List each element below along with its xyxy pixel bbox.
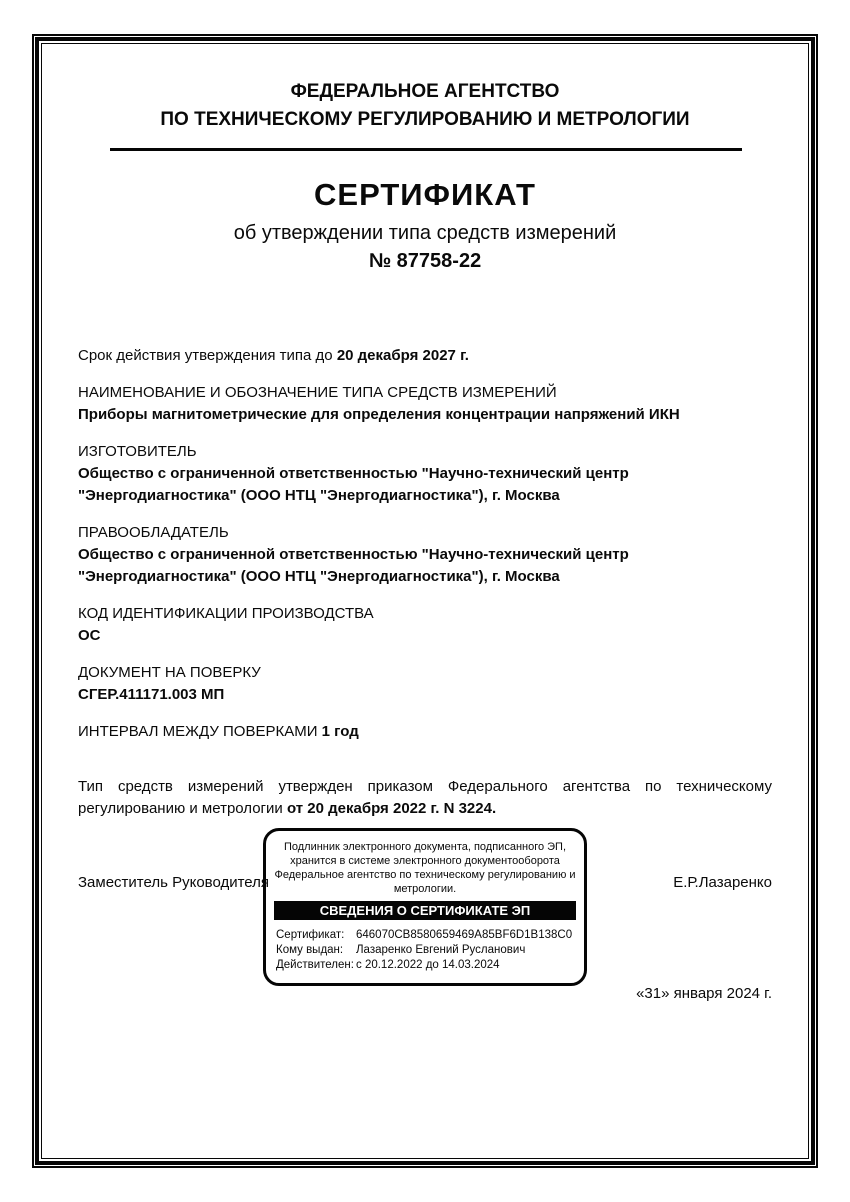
section-instrument-type xyxy=(78,382,772,426)
section-value: Приборы магнитометрические для определения концентрации напряжений ИКН xyxy=(78,406,680,423)
certificate-frame-outer xyxy=(32,34,818,1168)
certificate-body xyxy=(78,345,772,1005)
agency-header-line2: ПО ТЕХНИЧЕСКОМУ РЕГУЛИРОВАНИЮ И МЕТРОЛОГИИ xyxy=(160,109,690,130)
stamp-header xyxy=(272,840,578,896)
stamp-header-line2: хранится в системе электронного документооборота xyxy=(290,855,560,867)
section-rights-holder xyxy=(78,522,772,588)
interval-label: ИНТЕРВАЛ МЕЖДУ ПОВЕРКАМИ xyxy=(78,723,322,740)
section-verification-document xyxy=(78,662,772,706)
stamp-header-line4: метрологии. xyxy=(393,883,457,895)
approval-order-ref: от 20 декабря 2022 г. N 3224. xyxy=(286,800,497,817)
header-divider xyxy=(110,148,742,151)
signature-area xyxy=(78,828,772,976)
approval-text: Тип средств измерений утвержден приказом Федерального агентства по техническому регулированию и метрологии xyxy=(78,778,772,817)
stamp-certificate-row xyxy=(272,928,578,943)
section-heading: НАИМЕНОВАНИЕ И ОБОЗНАЧЕНИЕ ТИПА СРЕДСТВ ИЗМЕРЕНИЙ xyxy=(78,384,557,401)
stamp-header-line3: Федеральное агентство по техническому регулированию и xyxy=(274,869,576,881)
stamp-validity-row xyxy=(272,958,578,973)
issue-date: «31» января 2024 г. xyxy=(636,985,772,1002)
signer-position: Заместитель Руководителя xyxy=(78,874,270,891)
signer-name: Е.Р.Лазаренко xyxy=(673,874,772,891)
stamp-title-bar: СВЕДЕНИЯ О СЕРТИФИКАТЕ ЭП xyxy=(274,901,576,920)
document-subtitle: об утверждении типа средств измерений xyxy=(233,222,617,244)
validity-value: 20 декабря 2027 г. xyxy=(336,347,469,364)
section-value: ОС xyxy=(78,627,101,644)
section-manufacturer xyxy=(78,441,772,507)
stamp-certificate-label: Сертификат: xyxy=(276,929,345,941)
validity-line xyxy=(78,345,772,367)
stamp-issued-to-value: Лазаренко Евгений Русланович xyxy=(356,944,526,956)
stamp-header-line1: Подлинник электронного документа, подписанного ЭП, xyxy=(283,841,567,853)
electronic-signature-stamp xyxy=(263,828,587,986)
interval-value: 1 год xyxy=(321,723,359,740)
certificate-frame-middle xyxy=(35,37,815,1165)
agency-header xyxy=(78,78,772,134)
stamp-validity-value: с 20.12.2022 до 14.03.2024 xyxy=(356,959,500,971)
document-title: СЕРТИФИКАТ xyxy=(314,177,536,212)
section-value: Общество с ограниченной ответственностью "Научно-технический центр "Энергодиагностика" (ООО НТЦ "Энергодиагностика"), г. Москва xyxy=(78,465,629,504)
certificate-number: № 87758-22 xyxy=(368,250,482,272)
approval-paragraph xyxy=(78,776,772,820)
section-heading: ИЗГОТОВИТЕЛЬ xyxy=(78,443,197,460)
agency-header-line1: ФЕДЕРАЛЬНОЕ АГЕНТСТВО xyxy=(290,81,560,102)
stamp-issued-to-row xyxy=(272,943,578,958)
validity-label: Срок действия утверждения типа до xyxy=(78,347,337,364)
section-value: СГЕР.411171.003 МП xyxy=(78,686,225,703)
stamp-certificate-value: 646070CB8580659469A85BF6D1B138C0 xyxy=(356,929,573,941)
section-value: Общество с ограниченной ответственностью "Научно-технический центр "Энергодиагностика" (ООО НТЦ "Энергодиагностика"), г. Москва xyxy=(78,546,629,585)
section-heading: ПРАВООБЛАДАТЕЛЬ xyxy=(78,524,229,541)
stamp-issued-to-label: Кому выдан: xyxy=(276,944,344,956)
section-production-code xyxy=(78,603,772,647)
stamp-validity-label: Действителен: xyxy=(276,959,354,971)
section-heading: ДОКУМЕНТ НА ПОВЕРКУ xyxy=(78,664,261,681)
certificate-frame-inner xyxy=(41,43,809,1159)
verification-interval-line xyxy=(78,721,772,743)
section-heading: КОД ИДЕНТИФИКАЦИИ ПРОИЗВОДСТВА xyxy=(78,605,374,622)
title-block xyxy=(78,177,772,274)
